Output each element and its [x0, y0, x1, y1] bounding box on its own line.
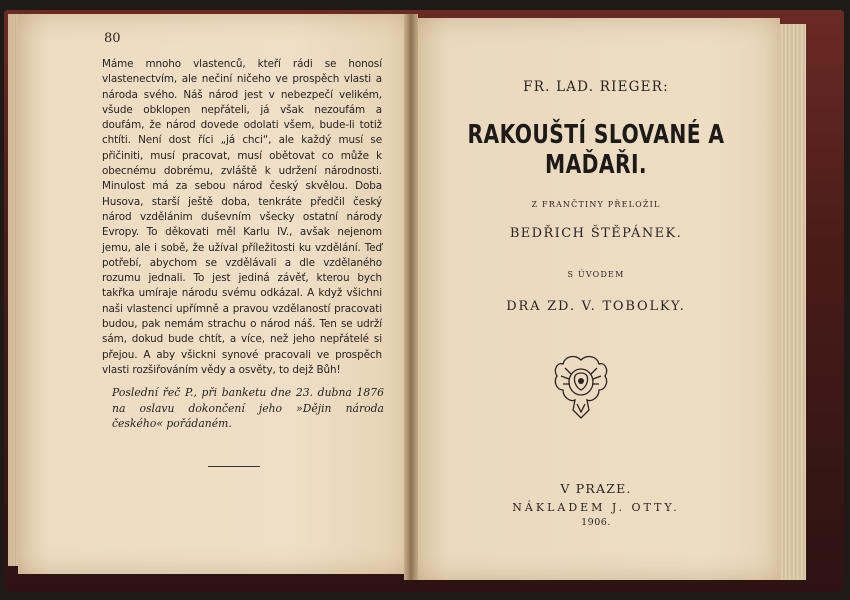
publication-year: 1906.	[581, 517, 611, 528]
publication-place: V PRAZE.	[560, 481, 632, 496]
body-text: Máme mnoho vlastenců, kteří rádi se honosí vlastenectvím, ale nečiní ničeho ve prospěch vlasti a národa svého. Náš národ jest v nebezpečí velikém, všude obklopen nepřáteli, já však nezoufám a doufám, že národ dovede odolati všem, bude-li totiž chtíti. Není dost říci „já chci“, ale každý musí se přičiniti, musí pracovat, musí obětovat co může k obecnému dobrému, zvláště k udržení národnosti. Minulost má za sebou národ český skvělou. Doba Husova, starší ještě doba, tenkráte předčil český národ vzdělánim duševním všecky ostatní národy Evropy. To děkovati měl Karlu IV., avšak nejenom jemu, ale i sobě, že užíval příležitosti ku vzdělání. Teď potřebí, abychom se vzdělávali a dle vzdělaného rozumu jednali. To jest jediná závěť, kterou bych takřka umíraje národu svému odkázal. A když všichni naši vlastenci upřímně a pravou vzdělaností pracovati budou, pak nemám strachu o národ náš. Ten se udrží sám, dokud bude chtít, a více, než jeho nepřátelé si přejou. A aby všickni synové pracovali ve prospěch vlasti rozšiřováním vědy a osvěty, to dejž Bůh!	[102, 58, 382, 376]
publisher: NÁKLADEM J. OTTY.	[512, 501, 680, 514]
book-title: RAKOUŠTÍ SLOVANÉ A MAĎAŘI.	[467, 120, 725, 180]
eagle-emblem-icon	[551, 352, 611, 422]
divider-rule	[208, 466, 260, 467]
author-name: FR. LAD. RIEGER:	[523, 79, 669, 95]
quote-note: Poslední řeč P., při banketu dne 23. dubna 1876 na oslavu dokončení jeho »Dějin národa českého« pořádaném.	[112, 386, 384, 430]
introduction-label: S ÚVODEM	[567, 270, 625, 279]
page-number: 80	[104, 31, 121, 46]
right-page-edges	[778, 24, 806, 580]
introduction-author: DRA ZD. V. TOBOLKY.	[506, 299, 686, 314]
translated-from-label: Z FRANČTINY PŘELOŽIL	[531, 200, 661, 209]
translator-name: BEDŘICH ŠTĚPÁNEK.	[509, 226, 683, 241]
